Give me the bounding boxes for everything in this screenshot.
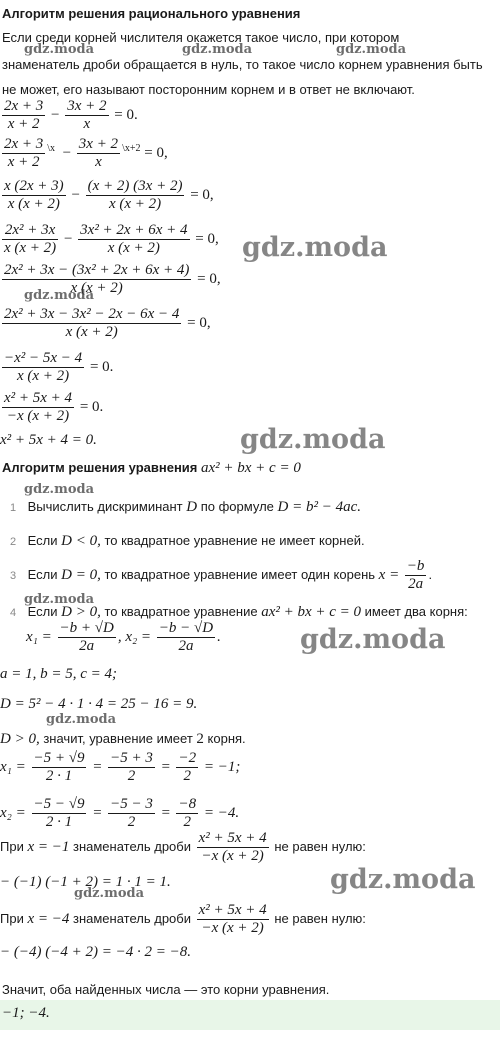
root-x2-calc: x₂ = $\frac{-5 - √9}{2 \cdot 1}$ = $\frac{-5 - 3}{2}$ = $\frac{-8}{2}$ = −4. bbox=[0, 796, 240, 830]
watermark: gdz.moda bbox=[242, 232, 388, 263]
algorithm-item-2: 2 Если D < 0, то квадратное уравнение не имеет корней. bbox=[10, 533, 365, 549]
watermark: gdz.moda bbox=[24, 482, 95, 497]
section-title: Алгоритм решения рационального уравнения bbox=[2, 6, 301, 21]
equation-step-6: $\frac{\text{2x² + 3x − 3x² − 2x − 6x − 4}}{x (x + 2)}$ = 0, bbox=[4, 306, 211, 340]
equation-step-4: $\frac{\text{2x² + 3x}}{x (x + 2)}$ − $\frac{\text{3x² + 2x + 6x + 4}}{x (x + 2)}$ = 0, bbox=[4, 222, 219, 256]
algorithm-item-3: 3 Если D = 0, то квадратное уравнение имеет один корень x = $\frac{-b}{2a}$ . bbox=[10, 558, 433, 592]
equation-step-9: x² + 5x + 4 = 0. bbox=[0, 432, 97, 448]
discriminant-conclusion: D > 0, значит, уравнение имеет 2 корня. bbox=[0, 731, 246, 747]
answer-box bbox=[0, 1000, 500, 1030]
check-root-1-calc: − (−1) (−1 + 2) = 1 · 1 = 1. bbox=[0, 874, 171, 890]
intro-text-line-2: знаменатель дроби обращается в нуль, то такое число корнем уравнения быть bbox=[2, 57, 483, 72]
watermark: gdz.moda bbox=[330, 864, 476, 895]
algorithm-item-1: 1 Вычислить дискриминант D по формуле D = b² − 4ac. bbox=[10, 499, 361, 515]
watermark: gdz.moda bbox=[240, 424, 386, 455]
equation-step-7: $\frac{\text{−x² − 5x − 4}}{x (x + 2)}$ = 0. bbox=[4, 350, 114, 384]
watermark: gdz.moda bbox=[336, 42, 407, 57]
algorithm-title: Алгоритм решения уравнения ax² + bx + c = 0 bbox=[2, 460, 301, 476]
watermark: gdz.moda bbox=[46, 712, 117, 727]
conclusion-text: Значит, оба найденных числа — это корни уравнения. bbox=[2, 982, 330, 997]
coefficients: a = 1, b = 5, c = 4; bbox=[0, 666, 118, 682]
watermark: gdz.moda bbox=[24, 592, 95, 607]
watermark: gdz.moda bbox=[24, 42, 95, 57]
answer-text: −1; −4. bbox=[2, 1005, 50, 1021]
equation-step-5: $\frac{\text{2x² + 3x − (3x² + 2x + 6x + 4)}}{x (x + 2)}$ = 0, bbox=[4, 262, 221, 296]
check-root-2: При x = −4 знаменатель дроби $\frac{\text{x² + 5x + 4}}{-x (x + 2)}$ не равен нулю: bbox=[0, 902, 366, 936]
watermark: gdz.moda bbox=[300, 624, 446, 655]
discriminant-calc: D = 5² − 4 · 1 · 4 = 25 − 16 = 9. bbox=[0, 696, 198, 712]
intro-text-line-3: не может, его называют посторонним корнем и в ответ не включают. bbox=[2, 82, 415, 97]
check-root-1: При x = −1 знаменатель дроби $\frac{\text{x² + 5x + 4}}{-x (x + 2)}$ не равен нулю: bbox=[0, 830, 366, 864]
equation-step-8: $\frac{\text{x² + 5x + 4}}{-x (x + 2)}$ = 0. bbox=[4, 390, 104, 424]
equation-step-1: $\frac{2x + 3}{x + 2}$ − $\frac{3x + 2}{x}$ = 0. bbox=[4, 98, 138, 132]
watermark: gdz.moda bbox=[24, 288, 95, 303]
equation-step-2: $\frac{2x + 3}{x + 2}$ $^{\backslash x}$ − $\frac{3x + 2}{x}$ $^{\backslash x+2}$ = 0, bbox=[4, 136, 168, 170]
algorithm-item-4: 4 Если D > 0, то квадратное уравнение ax² + bx + c = 0 имеет два корня: bbox=[10, 604, 468, 620]
intro-text-line-1: Если среди корней числителя окажется такое число, при котором bbox=[2, 30, 400, 45]
watermark: gdz.moda bbox=[182, 42, 253, 57]
check-root-2-calc: − (−4) (−4 + 2) = −4 · 2 = −8. bbox=[0, 944, 191, 960]
watermark: gdz.moda bbox=[74, 886, 145, 901]
root-x1-calc: x₁ = $\frac{-5 + √9}{2 \cdot 1}$ = $\frac{-5 + 3}{2}$ = $\frac{-2}{2}$ = −1; bbox=[0, 750, 241, 784]
roots-formula: x₁ = $\frac{-b + √D}{2a}$ , x₂ = $\frac{-b - √D}{2a}$ . bbox=[26, 620, 221, 654]
equation-step-3: $\frac{x (2x + 3)}{x (x + 2)}$ − $\frac{(x + 2) (3x + 2)}{x (x + 2)}$ = 0, bbox=[4, 178, 214, 212]
